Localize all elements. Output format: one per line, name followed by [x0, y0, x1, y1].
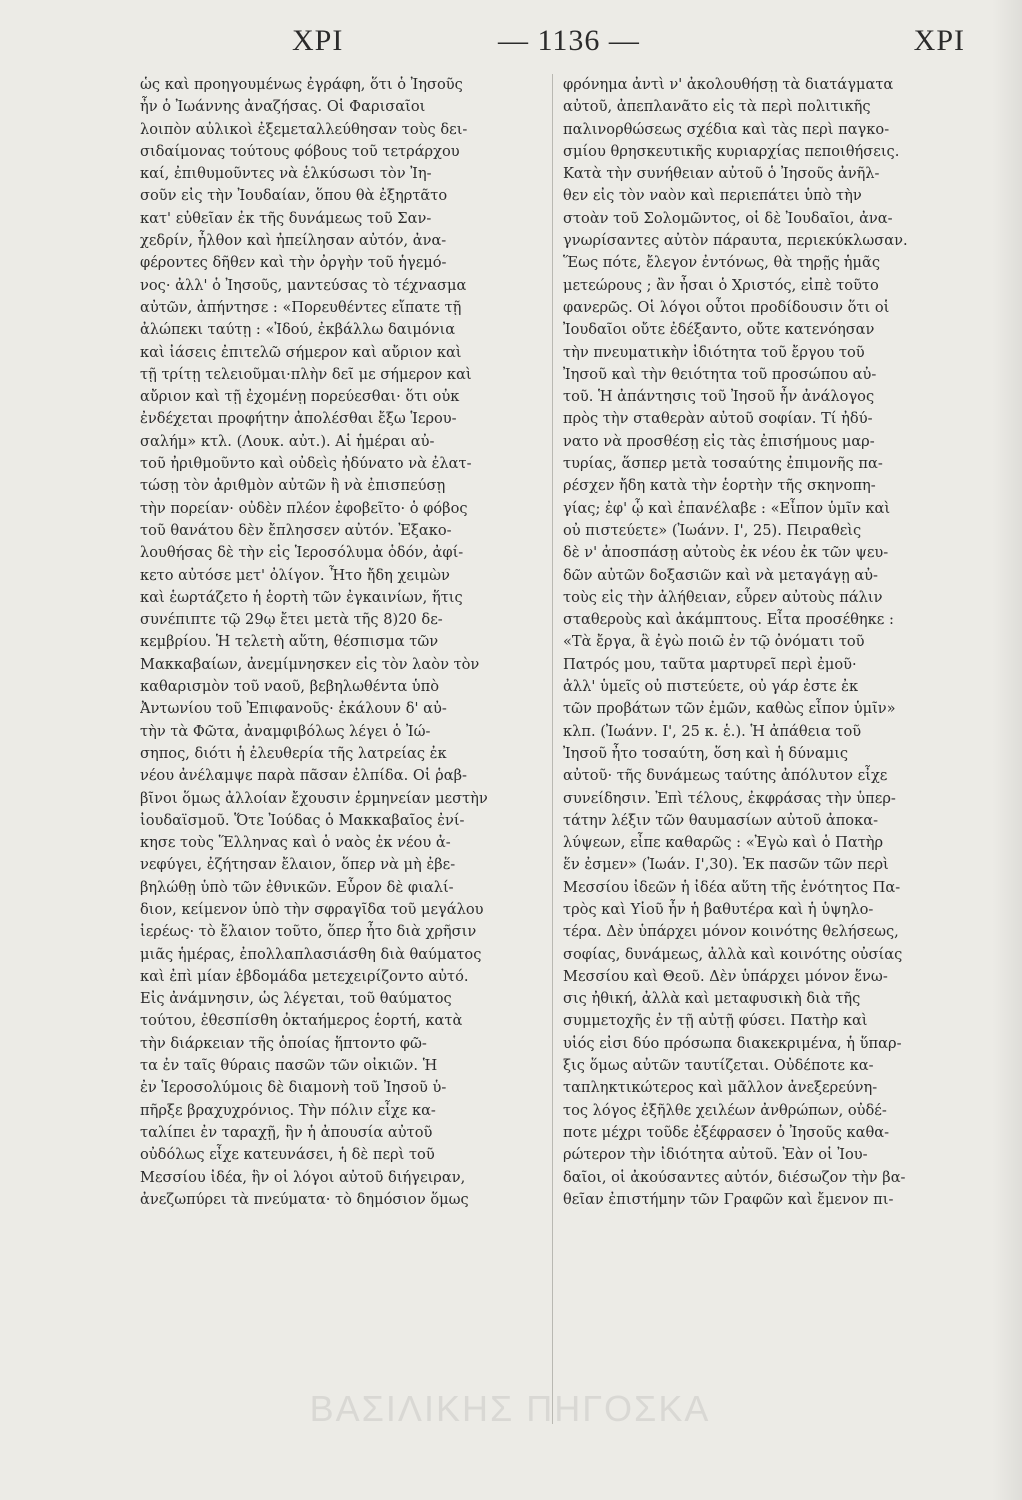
text-line: Μεσσίου ἰδεῶν ἡ ἰδέα αὕτη τῆς ἑνότητος Πα- — [563, 878, 901, 896]
text-line: τοῦ ἠριθμοῦντο καὶ οὐδεὶς ἠδύνατο νὰ ἐλατ- — [140, 455, 472, 473]
text-line: νατο νὰ προσθέσῃ εἰς τὰς ἐπισήμους μαρ- — [563, 432, 875, 450]
text-line: τρὸς καὶ Υἱοῦ ἦν ἡ βαθυτέρα καὶ ἡ ὑψηλο- — [563, 900, 874, 918]
page-header — [110, 24, 977, 64]
text-line: χεδρίν, ἦλθον καὶ ἠπείλησαν αὐτόν, ἀνα- — [140, 232, 447, 250]
text-line: τοῦ θανάτου δὲν ἔπλησσεν αὐτόν. Ἐξακο- — [140, 521, 452, 539]
text-line: αὐτῶν, ἀπήντησε : «Πορευθέντες εἴπατε τῇ — [140, 298, 462, 316]
text-line: ἀλώπεκι ταύτῃ : «Ἰδού, ἐκβάλλω δαιμόνια — [140, 321, 456, 339]
text-line: καί, ἐπιθυμοῦντες νὰ ἑλκύσωσι τὸν Ἰη- — [140, 165, 432, 183]
text-line: κησε τοὺς Ἕλληνας καὶ ὁ ναὸς ἐκ νέου ἀ- — [140, 834, 451, 852]
text-line: κετο αὐτόσε μετ' ὀλίγον. Ἦτο ἤδη χειμὼν — [140, 566, 450, 584]
text-line: ἱερέως· τὸ ἔλαιον τοῦτο, ὅπερ ἦτο διὰ χρῆσιν — [140, 923, 477, 941]
text-line: λύψεων, εἶπε καθαρῶς : «Ἐγὼ καὶ ὁ Πατὴρ — [563, 834, 884, 852]
text-line: λουθήσας δὲ τὴν εἰς Ἱεροσόλυμα ὁδόν, ἀφί- — [140, 544, 464, 562]
text-line: νεφύγει, ἐζήτησαν ἔλαιον, ὅπερ νὰ μὴ ἐβε- — [140, 856, 456, 874]
library-watermark: ΒΑΣΙΛΙΚΗΣ ΠΗΓΟΣΚΑ — [309, 1388, 711, 1429]
text-line: τῶν προβάτων τῶν ἐμῶν, καθὼς εἶπον ὑμῖν» — [563, 700, 896, 718]
text-line: Ἰησοῦ καὶ τὴν θειότητα τοῦ προσώπου αὐ- — [563, 365, 877, 383]
text-line: νέου ἀνέλαμψε παρὰ πᾶσαν ἐλπίδα. Οἱ ῥαβ- — [140, 767, 467, 785]
text-line: Πατρός μου, ταῦτα μαρτυρεῖ περὶ ἐμοῦ· — [563, 655, 857, 673]
right-text-column — [563, 74, 961, 1464]
text-line: ἀλλ' ὑμεῖς οὐ πιστεύετε, οὐ γάρ ἐστε ἐκ — [563, 678, 859, 696]
text-line: δῶν αὐτῶν δοξασιῶν καὶ νὰ μεταγάγῃ αὐ- — [563, 566, 878, 584]
text-line: Μεσσίου καὶ Θεοῦ. Δὲν ὑπάρχει μόνον ἕνω- — [563, 967, 888, 985]
text-line: ταλίπει ἐν ταραχῇ, ἣν ἡ ἀπουσία αὐτοῦ — [140, 1123, 433, 1141]
text-line: σμίου θρησκευτικῆς κυριαρχίας πεποιθήσεις. — [563, 142, 900, 160]
text-line: βηλώθῃ ὑπὸ τῶν ἐθνικῶν. Εὗρον δὲ φιαλί- — [140, 878, 454, 896]
text-line: δαῖοι, οἱ ἀκούσαντες αὐτόν, διέσωζον τὴν βα- — [563, 1168, 906, 1186]
text-line: καὶ ἑωρτάζετο ἡ ἑορτὴ τῶν ἐγκαινίων, ἥτις — [140, 588, 463, 606]
text-line: πρὸς τὴν σταθερὰν αὐτοῦ σοφίαν. Τί ἠδύ- — [563, 410, 873, 428]
text-line: τος λόγος ἐξῆλθε χειλέων ἀνθρώπων, οὐδέ- — [563, 1101, 887, 1119]
text-line: φέροντες δῆθεν καὶ τὴν ὀργὴν τοῦ ἡγεμό- — [140, 254, 447, 272]
page-number: — 1136 — — [498, 24, 640, 57]
text-line: παλινορθώσεως σχέδια καὶ τὰς περὶ παγκο- — [563, 120, 890, 138]
text-line: τοὺς εἰς τὴν ἀλήθειαν, εὗρεν αὐτοὺς πάλιν — [563, 588, 883, 606]
text-line: αὐτοῦ, ἀπεπλανᾶτο εἰς τὰ περὶ πολιτικῆς — [563, 98, 871, 116]
text-line: θεν εἰς τὸν ναὸν καὶ περιεπάτει ὑπὸ τὴν — [563, 187, 862, 205]
text-line: δὲ ν' ἀποσπάσῃ αὐτοὺς ἐκ νέου ἐκ τῶν ψευ- — [563, 544, 889, 562]
left-text-column — [140, 74, 542, 1464]
text-line: συνείδησιν. Ἐπὶ τέλους, ἐκφράσας τὴν ὑπερ- — [563, 789, 896, 807]
text-line: καὶ ἰάσεις ἐπιτελῶ σήμερον καὶ αὔριον καὶ — [140, 343, 462, 361]
text-line: νος· ἀλλ' ὁ Ἰησοῦς, μαντεύσας τὸ τέχνασμα — [140, 276, 467, 294]
text-line: φανερῶς. Οἱ λόγοι οὗτοι προδίδουσιν ὅτι οἱ — [563, 298, 890, 316]
text-line: τῇ τρίτῃ τελειοῦμαι·πλὴν δεῖ με σήμερον καὶ — [140, 365, 472, 383]
text-line: Ἰουδαῖοι οὔτε ἐδέξαντο, οὔτε κατενόησαν — [563, 321, 875, 339]
text-line: σιδαίμονας τούτους φόβους τοῦ τετράρχου — [140, 142, 460, 160]
text-line: Κατὰ τὴν συνήθειαν αὐτοῦ ὁ Ἰησοῦς ἀνῆλ- — [563, 165, 880, 183]
text-line: οὐδόλως εἶχε κατευνάσει, ἡ δὲ περὶ τοῦ — [140, 1146, 435, 1164]
text-line: Εἰς ἀνάμνησιν, ὡς λέγεται, τοῦ θαύματος — [140, 990, 452, 1008]
text-line: ἐνδέχεται προφήτην ἀπολέσθαι ἔξω Ἱερου- — [140, 410, 457, 428]
text-line: τὴν τὰ Φῶτα, ἀναμφιβόλως λέγει ὁ Ἰώ- — [140, 722, 431, 740]
text-line: συμμετοχῆς ἐν τῇ αὐτῇ φύσει. Πατὴρ καὶ — [563, 1012, 868, 1030]
text-line: Ἕως πότε, ἔλεγον ἐντόνως, θὰ τηρῇς ἡμᾶς — [563, 254, 881, 272]
text-line: σοῦν εἰς τὴν Ἰουδαίαν, ὅπου θὰ ἐξηρτᾶτο — [140, 187, 448, 205]
text-line: σταθεροὺς καὶ ἀκάμπτους. Εἶτα προσέθηκε : — [563, 611, 894, 629]
text-line: κατ' εὐθεῖαν ἐκ τῆς δυνάμεως τοῦ Σαν- — [140, 209, 432, 227]
text-line: καθαρισμὸν τοῦ ναοῦ, βεβηλωθέντα ὑπὸ — [140, 678, 440, 696]
text-line: σαλήμ» κτλ. (Λουκ. αὐτ.). Αἱ ἡμέραι αὐ- — [140, 432, 435, 450]
text-line: ἐν Ἱεροσολύμοις δὲ διαμονὴ τοῦ Ἰησοῦ ὑ- — [140, 1079, 447, 1097]
text-line: σηπος, διότι ἡ ἐλευθερία τῆς λατρείας ἐκ — [140, 744, 447, 762]
text-line: ἕν ἐσμεν» (Ἰωάν. Ι',30). Ἐκ πασῶν τῶν περὶ — [563, 856, 889, 874]
text-line: κεμβρίου. Ἡ τελετὴ αὕτη, θέσπισμα τῶν — [140, 633, 439, 651]
text-line: ἰουδαϊσμοῦ. Ὅτε Ἰούδας ὁ Μακκαβαῖος ἐνί- — [140, 811, 465, 829]
text-line: αὔριον καὶ τῇ ἐχομένῃ πορεύεσθαι· ὅτι οὐκ — [140, 388, 460, 406]
text-line: κλπ. (Ἰωάνν. Ι', 25 κ. ἑ.). Ἡ ἀπάθεια τοῦ — [563, 722, 862, 740]
text-line: Ἰησοῦ ἦτο τοσαύτη, ὅση καὶ ἡ δύναμις — [563, 744, 849, 762]
text-line: τούτου, ἐθεσπίσθη ὀκταήμερος ἑορτή, κατὰ — [140, 1012, 463, 1030]
text-line: γίας; ἐφ' ᾧ καὶ ἐπανέλαβε : «Εἶπον ὑμῖν καὶ — [563, 499, 891, 517]
text-line: ὡς καὶ προηγουμένως ἐγράφη, ὅτι ὁ Ἰησοῦς — [140, 76, 463, 93]
text-line: σις ἠθική, ἀλλὰ καὶ μεταφυσικὴ διὰ τῆς — [563, 990, 861, 1008]
running-head-left: XPI — [292, 24, 344, 57]
text-line: ταπληκτικώτερος καὶ μᾶλλον ἀνεξερεύνη- — [563, 1079, 878, 1097]
text-line: τώσῃ τὸν ἀριθμὸν αὐτῶν ἢ νὰ ἐπισπεύσῃ — [140, 477, 446, 495]
text-line: θεῖαν ἐπιστήμην τῶν Γραφῶν καὶ ἔμενον πι- — [563, 1190, 894, 1208]
text-line: ρέσχεν ἤδη κατὰ τὴν ἑορτὴν τῆς σκηνοπη- — [563, 477, 876, 495]
text-line: τυρίας, ἅσπερ μετὰ τοσαύτης ἐπιμονῆς πα- — [563, 455, 883, 473]
page-edge-shadow — [992, 0, 1022, 1500]
text-line: συνέπιπτε τῷ 29ῳ ἔτει μετὰ τῆς 8)20 δε- — [140, 611, 443, 629]
running-head-right: XPI — [913, 24, 965, 57]
text-line: μιᾶς ἡμέρας, ἐπολλαπλασιάσθη διὰ θαύματος — [140, 945, 482, 963]
text-line: «Τὰ ἔργα, ἃ ἐγὼ ποιῶ ἐν τῷ ὀνόματι τοῦ — [563, 633, 865, 651]
text-line: σοφίας, δυνάμεως, ἀλλὰ καὶ κοινότης οὐσίας — [563, 945, 903, 963]
text-line: τα ἐν ταῖς θύραις πασῶν τῶν οἰκιῶν. Ἡ — [140, 1057, 438, 1075]
text-line: διον, κείμενον ὑπὸ τὴν σφραγῖδα τοῦ μεγάλου — [140, 900, 484, 918]
text-line: τάτην λέξιν τῶν θαυμασίων αὐτοῦ ἀποκα- — [563, 811, 879, 829]
text-line: γνωρίσαντες αὐτὸν πάραυτα, περιεκύκλωσαν. — [563, 232, 908, 250]
text-line: ἀνεζωπύρει τὰ πνεύματα· τὸ δημόσιον ὅμως — [140, 1190, 469, 1208]
column-divider — [552, 74, 553, 1424]
text-line: βῖνοι ὅμως ἀλλοίαν ἔχουσιν ἑρμηνείαν μεστὴν — [140, 789, 488, 807]
text-line: λοιπὸν αὐλικοὶ ἐξεμεταλλεύθησαν τοὺς δει- — [140, 120, 468, 138]
text-line: τὴν διάρκειαν τῆς ὁποίας ἥπτοντο φῶ- — [140, 1034, 427, 1052]
text-line: Μακκαβαίων, ἀνεμίμνησκεν εἰς τὸν λαὸν τὸν — [140, 655, 480, 673]
text-line: καὶ ἐπὶ μίαν ἑβδομάδα μετεχειρίζοντο αὐτό. — [140, 967, 469, 985]
text-line: Ἀντωνίου τοῦ Ἐπιφανοῦς· ἐκάλουν δ' αὐ- — [140, 700, 447, 718]
text-line: πῆρξε βραχυχρόνιος. Τὴν πόλιν εἶχε κα- — [140, 1101, 436, 1119]
text-line: στοὰν τοῦ Σολομῶντος, οἱ δὲ Ἰουδαῖοι, ἀνα- — [563, 209, 893, 227]
text-line: τοῦ. Ἡ ἀπάντησις τοῦ Ἰησοῦ ἦν ἀνάλογος — [563, 388, 875, 406]
text-line: Μεσσίου ἰδέα, ἣν οἱ λόγοι αὐτοῦ διήγειραν, — [140, 1168, 466, 1186]
text-line: οὐ πιστεύετε» (Ἰωάνν. Ι', 25). Πειραθεὶς — [563, 521, 862, 539]
text-line: αὐτοῦ· τῆς δυνάμεως ταύτης ἀπόλυτον εἶχε — [563, 767, 888, 785]
text-line: τέρα. Δὲν ὑπάρχει μόνον κοινότης θελήσεως, — [563, 923, 899, 941]
text-line: τὴν πορείαν· οὐδὲν πλέον ἐφοβεῖτο· ὁ φόβος — [140, 499, 468, 517]
text-line: τὴν πνευματικὴν ἰδιότητα τοῦ ἔργου τοῦ — [563, 343, 865, 361]
text-line: ἦν ὁ Ἰωάννης ἀναζήσας. Οἱ Φαρισαῖοι — [140, 98, 426, 116]
text-line: φρόνημα ἀντὶ ν' ἀκολουθήσῃ τὰ διατάγματα — [563, 76, 894, 93]
text-line: ξις ὅμως αὐτῶν ταυτίζεται. Οὐδέποτε κα- — [563, 1057, 874, 1075]
text-line: μετεώρους ; ἂν ἦσαι ὁ Χριστός, εἰπὲ τοῦτο — [563, 276, 879, 294]
text-line: ρώτερον τὴν ἰδιότητα αὐτοῦ. Ἐὰν οἱ Ἰου- — [563, 1146, 868, 1164]
text-line: υἱός εἰσι δύο πρόσωπα διακεκριμένα, ἡ ὕπαρ- — [563, 1034, 902, 1052]
text-line: ποτε μέχρι τοῦδε ἐξέφρασεν ὁ Ἰησοῦς καθα- — [563, 1123, 890, 1141]
